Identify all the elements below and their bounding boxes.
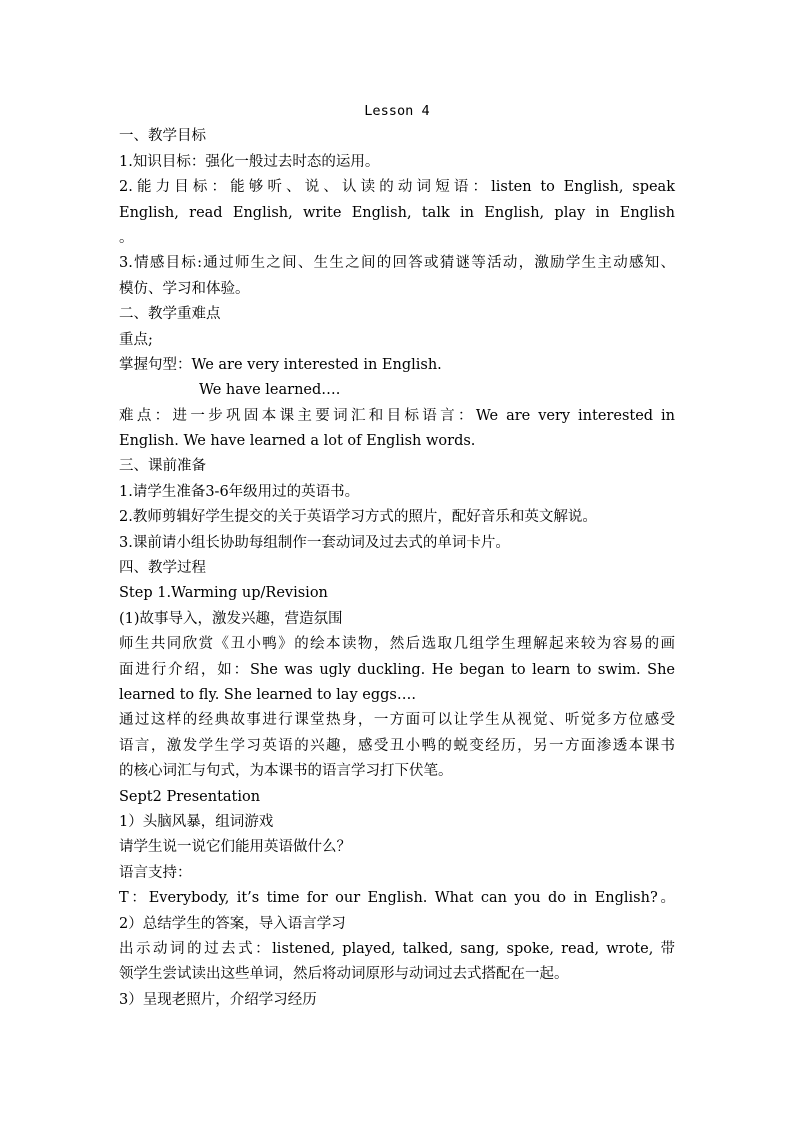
paragraph-line: 面进行介绍，如：She was ugly duckling. He began to learn to swim. She bbox=[119, 661, 675, 678]
paragraph-line: 2）总结学生的答案，导入语言学习 bbox=[119, 915, 346, 932]
paragraph-line: 1.知识目标：强化一般过去时态的运用。 bbox=[119, 153, 380, 170]
paragraph-line: 难点：进一步巩固本课主要词汇和目标语言：We are very interested in bbox=[119, 407, 675, 424]
paragraph-line: 的核心词汇与句式，为本课书的语言学习打下伏笔。 bbox=[119, 763, 453, 780]
section-heading: 四、教学过程 bbox=[119, 560, 206, 577]
paragraph-line: Step 1.Warming up/Revision bbox=[119, 585, 328, 602]
paragraph-line: 出示动词的过去式：listened, played, talked, sang, spoke, read, wrote, 带 bbox=[119, 940, 675, 957]
document-title: Lesson 4 bbox=[364, 103, 430, 119]
paragraph-line: We have learned…. bbox=[199, 382, 341, 399]
paragraph-line: learned to fly. She learned to lay eggs…. bbox=[119, 686, 416, 703]
paragraph-line: English. We have learned a lot of English words. bbox=[119, 433, 476, 450]
paragraph-line: 2.能力目标：能够听、说、认读的动词短语：listen to English, speak bbox=[119, 179, 675, 196]
document-page bbox=[119, 99, 675, 1013]
paragraph-line: 通过这样的经典故事进行课堂热身，一方面可以让学生从视觉、听觉多方位感受 bbox=[119, 712, 675, 729]
paragraph-line: 模仿、学习和体验。 bbox=[119, 280, 250, 297]
section-heading: 二、教学重难点 bbox=[119, 306, 221, 323]
paragraph-line: (1)故事导入，激发兴趣，营造氛围 bbox=[119, 610, 343, 627]
section-heading: 三、课前准备 bbox=[119, 458, 206, 475]
paragraph-line: 掌握句型：We are very interested in English. bbox=[119, 356, 442, 373]
paragraph-line: 2.教师剪辑好学生提交的关于英语学习方式的照片，配好音乐和英文解说。 bbox=[119, 509, 597, 526]
paragraph-line: T：Everybody, it’s time for our English. What can you do in English?。 bbox=[119, 890, 675, 907]
paragraph-line: 3.情感目标:通过师生之间、生生之间的回答或猜谜等活动，激励学生主动感知、 bbox=[119, 255, 675, 272]
paragraph-line: 领学生尝试读出这些单词，然后将动词原形与动词过去式搭配在一起。 bbox=[119, 966, 569, 983]
paragraph-line: 3.课前请小组长协助每组制作一套动词及过去式的单词卡片。 bbox=[119, 534, 510, 551]
paragraph-line: English, read English, write English, talk in English, play in English bbox=[119, 204, 675, 221]
paragraph-line: 。 bbox=[119, 229, 134, 246]
paragraph-line: 语言，激发学生学习英语的兴趣，感受丑小鸭的蜕变经历，另一方面渗透本课书 bbox=[119, 737, 675, 754]
paragraph-line: 师生共同欣赏《丑小鸭》的绘本读物，然后选取几组学生理解起来较为容易的画 bbox=[119, 636, 675, 653]
paragraph-line: 重点; bbox=[119, 331, 153, 348]
paragraph-line: 1）头脑风暴，组词游戏 bbox=[119, 813, 274, 830]
paragraph-line: Sept2 Presentation bbox=[119, 788, 261, 805]
section-heading: 一、教学目标 bbox=[119, 128, 206, 145]
paragraph-line: 语言支持： bbox=[119, 864, 192, 881]
paragraph-line: 请学生说一说它们能用英语做什么？ bbox=[119, 839, 351, 856]
paragraph-line: 3）呈现老照片，介绍学习经历 bbox=[119, 991, 317, 1008]
paragraph-line: 1.请学生准备3-6年级用过的英语书。 bbox=[119, 483, 360, 500]
